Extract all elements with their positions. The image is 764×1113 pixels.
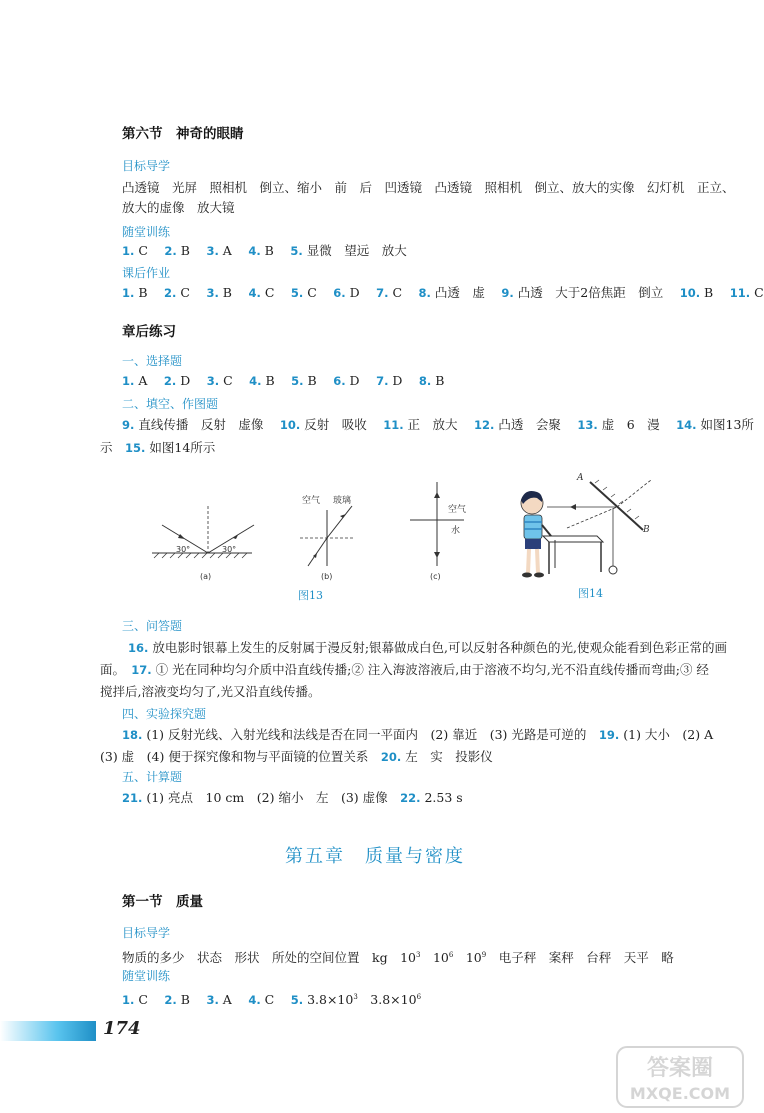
air-label: 空气 [302, 496, 321, 506]
answer-text: 物质的多少 状态 形状 所处的空间位置 kg $10^3$ $10^6$ $10^9$ 电子秤 案秤 台秤 天平 略 [122, 950, 674, 966]
subheading-practice: 随堂训练 [122, 225, 171, 239]
figure-13 [140, 478, 480, 590]
answer-line: 9. 直线传播 反射 虚像 10. 反射 吸收 11. 正 放大 12. 凸透 会聚 13. 虚 6 漫 14. 如图13所 [122, 417, 754, 432]
subheading-choice: 一、选择题 [122, 354, 183, 368]
subheading-qa: 三、问答题 [122, 619, 183, 633]
page-number: 174 [103, 1018, 141, 1039]
subheading-calc: 五、计算题 [122, 770, 183, 784]
subheading-experiment: 四、实验探究题 [122, 707, 207, 721]
answer-text: (3) 虚 (4) 便于探究像和物与平面镜的位置关系 20. 左 实 投影仪 [100, 749, 493, 764]
svg-text:答案圈: 答案圈 [646, 1056, 714, 1081]
answer-text: 凸透镜 光屏 照相机 倒立、缩小 前 后 凹透镜 凸透镜 照相机 倒立、放大的实像 幻灯机 正立、 [122, 180, 735, 195]
figure-13c [410, 482, 466, 581]
figure-14 [515, 470, 665, 580]
answer-line: 1. C 2. B 3. A 4. C 5. $3.8\times 10^3$ $3.8\times 10^6$ [122, 992, 422, 1008]
point-b-label: B [643, 525, 650, 535]
subheading-homework: 课后作业 [122, 266, 171, 280]
figure-caption: 图13 [298, 589, 323, 602]
subheading-fill: 二、填空、作图题 [122, 397, 219, 411]
air-label: 空气 [448, 505, 467, 515]
answer-text: 面。 17. ① 光在同种均匀介质中沿直线传播;② 注入海波溶液后,由于溶液不均匀,光不沿直线传播而弯曲;③ 经 [100, 662, 709, 677]
fig-label-c: (c) [430, 572, 441, 581]
figure-caption: 图14 [578, 587, 603, 600]
answer-line: 1. A 2. D 3. C 4. B 5. B 6. D 7. D 8. B [122, 373, 445, 388]
subheading-practice: 随堂训练 [122, 969, 171, 983]
answer-line: 示 15. 如图14所示 [100, 440, 216, 455]
answer-text: 16. 放电影时银幕上发生的反射属于漫反射;银幕做成白色,可以反射各种颜色的光,使观众能看到色彩正常的画 [128, 640, 728, 655]
section-title: 第一节 质量 [122, 894, 203, 910]
section-title: 第六节 神奇的眼睛 [122, 126, 244, 142]
angle-label: 30° [222, 545, 237, 554]
chapter-title: 第五章 质量与密度 [285, 846, 465, 867]
fig-label-a: (a) [200, 572, 212, 581]
subheading-goals: 目标导学 [122, 926, 171, 940]
svg-text:MXQE.COM: MXQE.COM [629, 1084, 731, 1103]
subheading-goals: 目标导学 [122, 159, 171, 173]
answer-text: 18. (1) 反射光线、入射光线和法线是否在同一平面内 (2) 靠近 (3) 光路是可逆的 19. (1) 大小 (2) A [122, 727, 714, 742]
page-number-bar [0, 1021, 96, 1041]
answer-text: 21. (1) 亮点 10 cm (2) 缩小 左 (3) 虚像 22. 2.53 s [122, 790, 463, 805]
figure-13a [152, 506, 254, 581]
watermark-logo [615, 1045, 745, 1109]
glass-label: 玻璃 [333, 496, 352, 506]
answer-text: 放大的虚像 放大镜 [122, 200, 235, 215]
point-a-label: A [577, 473, 584, 483]
answer-line: 1. C 2. B 3. A 4. B 5. 显微 望远 放大 [122, 243, 407, 258]
angle-label: 30° [176, 545, 191, 554]
figure-13b [300, 494, 354, 581]
water-label: 水 [451, 526, 461, 536]
section-title: 章后练习 [122, 324, 176, 340]
answer-text: 搅拌后,溶液变均匀了,光又沿直线传播。 [100, 684, 321, 699]
answer-line: 1. B 2. C 3. B 4. C 5. C 6. D 7. C 8. 凸透 虚 9. 凸透 大于2倍焦距 倒立 10. B 11. C [122, 285, 764, 300]
fig-label-b: (b) [321, 572, 333, 581]
